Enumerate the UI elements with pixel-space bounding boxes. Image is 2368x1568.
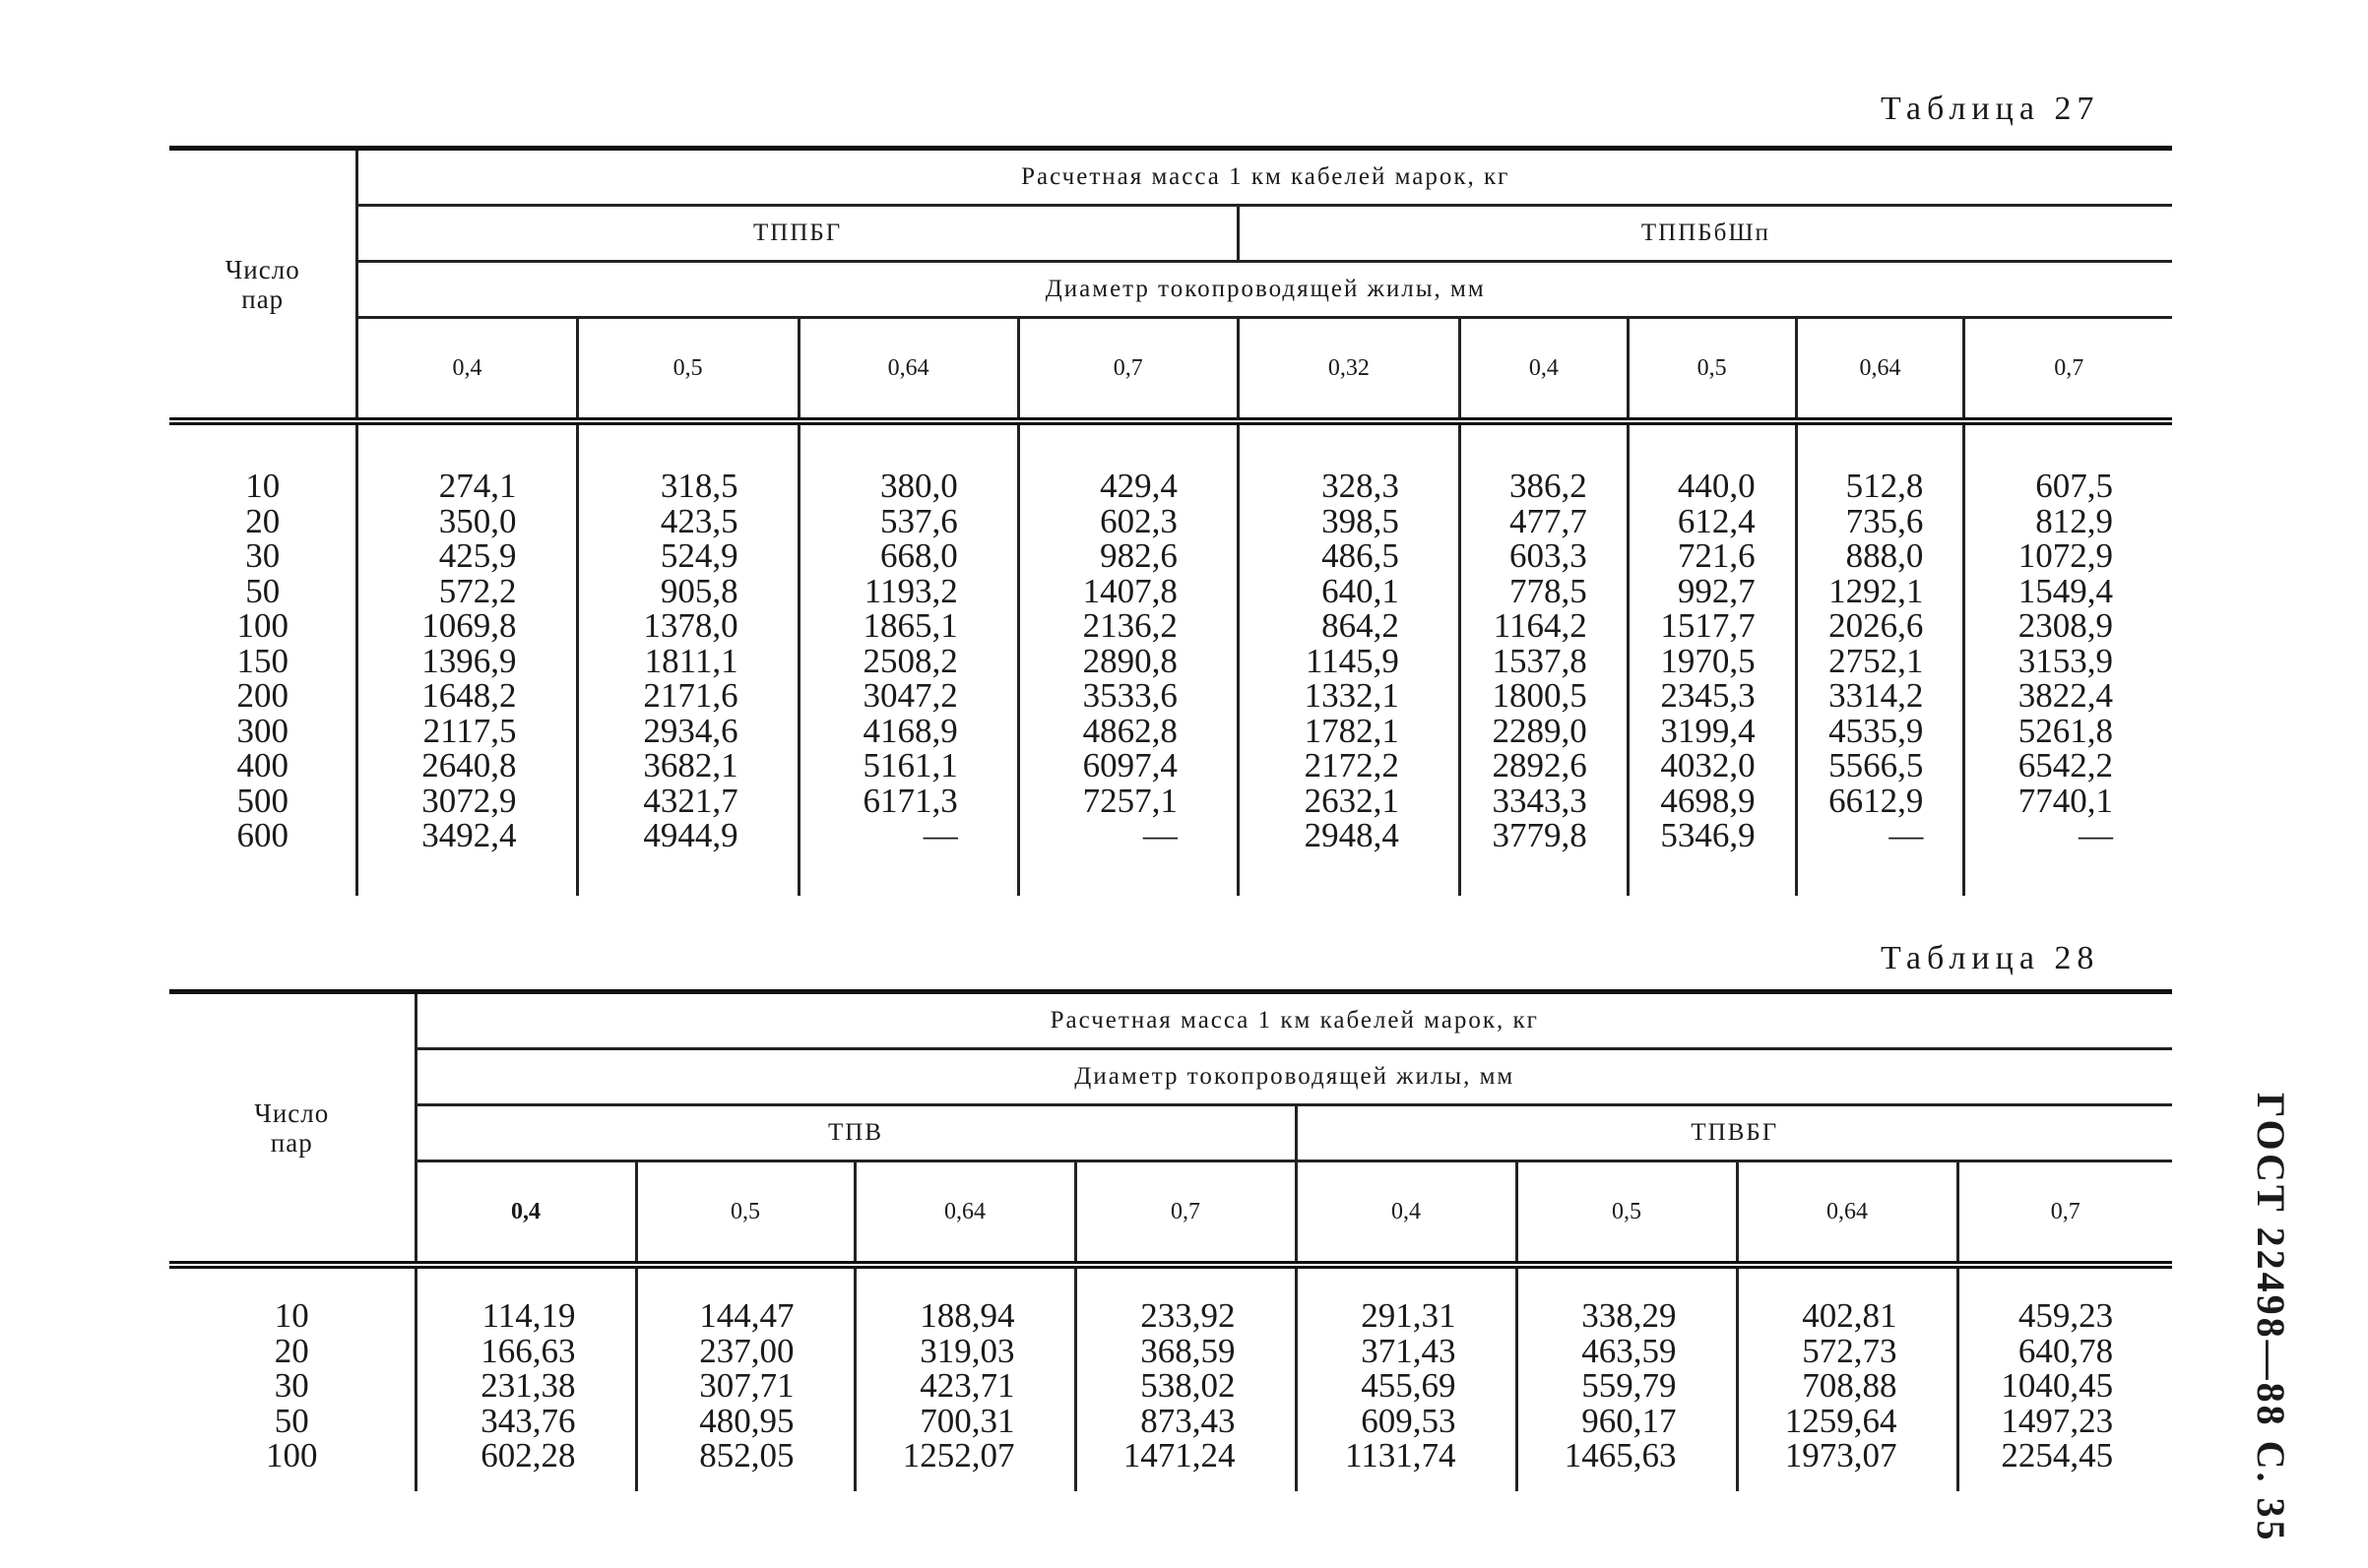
data-column: 380,0 537,6 668,0 1193,2 1865,1 2508,2 3047,2 4168,9 5161,1 6171,3 — <box>799 421 1018 896</box>
diameter-header: Диаметр токопроводящей жилы, мм <box>357 262 2172 318</box>
data-column: 512,8 735,6 888,0 1292,1 2026,6 2752,1 3314,2 4535,9 5566,5 6612,9 — <box>1796 421 1964 896</box>
data-column: 144,47 237,00 307,71 480,95 852,05 <box>636 1265 855 1491</box>
diameter-0-5: 0,5 <box>1628 318 1796 422</box>
table-28 <box>169 989 2172 1491</box>
mass-header: Расчетная масса 1 км кабелей марок, кг <box>357 149 2172 206</box>
brand-header-tppbbshp: ТППБбШп <box>1238 206 2172 262</box>
data-column: 402,81 572,73 708,88 1259,64 1973,07 <box>1737 1265 1957 1491</box>
data-column: 459,23 640,78 1040,45 1497,23 2254,45 <box>1957 1265 2172 1491</box>
data-column: 114,19 166,63 231,38 343,76 602,28 <box>480 1296 576 1474</box>
data-column: 328,3 398,5 486,5 640,1 864,2 1145,9 1332,1 1782,1 2172,2 2632,1 2948,4 <box>1238 421 1459 896</box>
data-column: 386,2 477,7 603,3 778,5 1164,2 1537,8 1800,5 2289,0 2892,6 3343,3 3779,8 <box>1459 421 1628 896</box>
diameter-0-5: 0,5 <box>636 1161 855 1266</box>
table-27-label: Таблица 27 <box>1881 91 2100 127</box>
diameter-0-7: 0,7 <box>1075 1161 1296 1266</box>
diameter-0-4: 0,4 <box>1459 318 1628 422</box>
gost-page-label: ГОСТ 22498—88 С. 35 <box>2249 1093 2293 1543</box>
data-column: 429,4 602,3 982,6 1407,8 2136,2 2890,8 3533,6 4862,8 6097,4 7257,1 — <box>1018 421 1238 896</box>
row-header: Число пар <box>169 992 416 1266</box>
mass-header: Расчетная масса 1 км кабелей марок, кг <box>416 992 2172 1049</box>
diameter-0-4: 0,4 <box>416 1161 636 1266</box>
data-column: 338,29 463,59 559,79 960,17 1465,63 <box>1516 1265 1737 1491</box>
diameter-0-7: 0,7 <box>1964 318 2172 422</box>
brand-header-tppbg: ТППБГ <box>357 206 1238 262</box>
row-header: Число пар <box>169 149 357 422</box>
data-column: 233,92 368,59 538,02 873,43 1471,24 <box>1075 1265 1296 1491</box>
diameter-0-64: 0,64 <box>855 1161 1075 1266</box>
table-27 <box>169 146 2172 896</box>
diameter-0-4: 0,4 <box>1296 1161 1516 1266</box>
pairs-column: 10 20 30 50 100 <box>169 1265 416 1491</box>
diameter-0-32: 0,32 <box>1238 318 1459 422</box>
diameter-0-7: 0,7 <box>1957 1161 2172 1266</box>
data-column: 188,94 319,03 423,71 700,31 1252,07 <box>855 1265 1075 1491</box>
diameter-0-5: 0,5 <box>577 318 799 422</box>
table-28-label: Таблица 28 <box>1881 940 2100 976</box>
brand-header-tpv: ТПВ <box>416 1105 1296 1161</box>
diameter-0-4: 0,4 <box>357 318 577 422</box>
data-column: 440,0 612,4 721,6 992,7 1517,7 1970,5 2345,3 3199,4 4032,0 4698,9 5346,9 <box>1628 421 1796 896</box>
data-column: 318,5 423,5 524,9 905,8 1378,0 1811,1 2171,6 2934,6 3682,1 4321,7 4944,9 <box>577 421 799 896</box>
data-column: 607,5 812,9 1072,9 1549,4 2308,9 3153,9 3822,4 5261,8 6542,2 7740,1 — <box>1964 421 2172 896</box>
pairs-column: 10 20 30 50 100 150 200 300 400 500 600 <box>169 421 357 896</box>
diameter-0-64: 0,64 <box>799 318 1018 422</box>
diameter-0-5: 0,5 <box>1516 1161 1737 1266</box>
diameter-0-7: 0,7 <box>1018 318 1238 422</box>
diameter-0-64: 0,64 <box>1796 318 1964 422</box>
brand-header-tpvbg: ТПВБГ <box>1296 1105 2172 1161</box>
data-column: 274,1 350,0 425,9 572,2 1069,8 1396,9 1648,2 2117,5 2640,8 3072,9 3492,4 <box>421 467 517 854</box>
diameter-header: Диаметр токопроводящей жилы, мм <box>416 1049 2172 1105</box>
data-column: 291,31 371,43 455,69 609,53 1131,74 <box>1296 1265 1516 1491</box>
diameter-0-64: 0,64 <box>1737 1161 1957 1266</box>
